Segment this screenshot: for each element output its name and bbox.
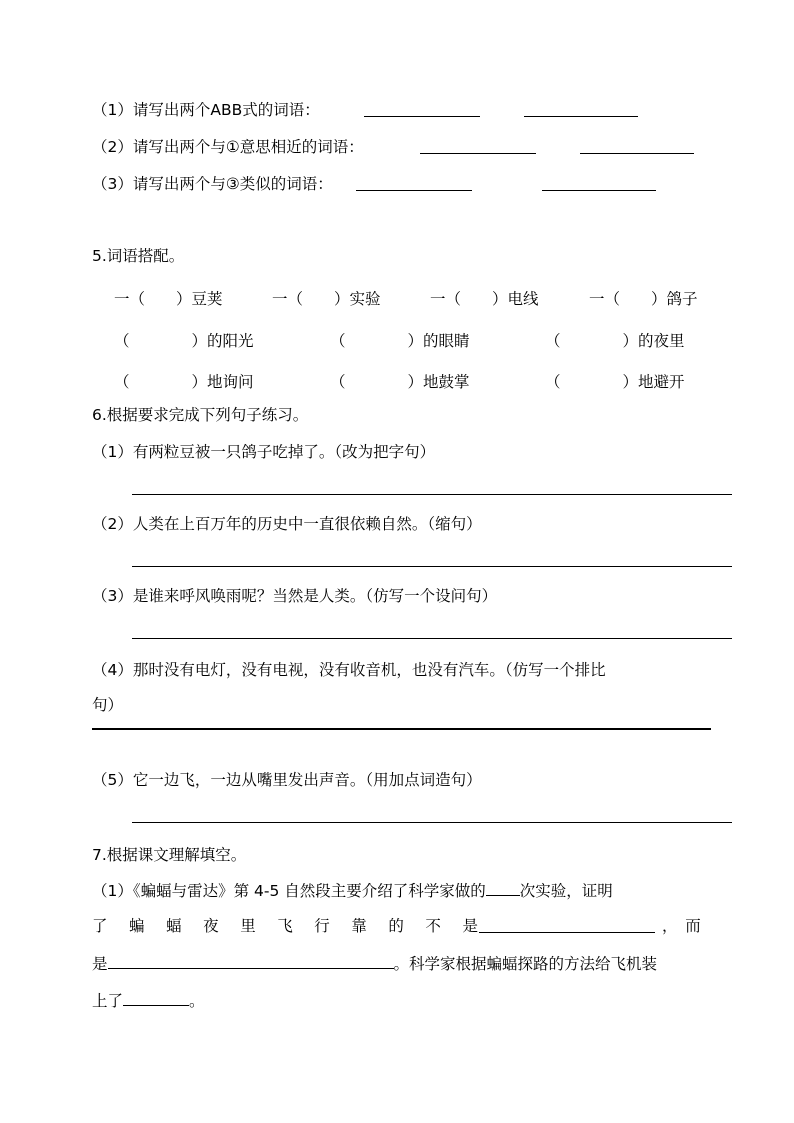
- q6-item-2: （2）人类在上百万年的历史中一直很依赖自然。（缩句）: [92, 515, 482, 533]
- q7-char: 了: [92, 917, 108, 935]
- q5-pair-2-3: （ ）的夜里: [545, 332, 685, 350]
- q6-title: 6.根据要求完成下列句子练习。: [92, 406, 309, 424]
- q4-item-2-blank-1[interactable]: [420, 153, 536, 154]
- q5-pair-1-2: 一（ ）实验: [272, 290, 381, 308]
- q6-item-4-answer-line[interactable]: [92, 728, 711, 730]
- q7-count-blank[interactable]: [486, 880, 520, 896]
- q7-device-blank[interactable]: [123, 990, 189, 1006]
- q4-item-2: [92, 137, 364, 157]
- q4-item-1-text: （1）请写出两个ABB式的词语：: [92, 101, 320, 119]
- q7-char: 是: [462, 917, 478, 935]
- q7-char: 靠: [351, 917, 367, 935]
- q7-title: 7.根据课文理解填空。: [92, 846, 247, 864]
- q7-line-3-text-a: 是: [92, 955, 108, 973]
- q7-char: 行: [314, 917, 330, 935]
- q7-char: 蝠: [166, 917, 182, 935]
- q4-item-1: [92, 100, 320, 120]
- q7-reason-not-blank[interactable]: [479, 932, 655, 933]
- q5-pair-3-2: （ ）地鼓掌: [330, 373, 470, 391]
- q7-line-3-text-b: 。科学家根据蝙蝠探路的方法给飞机装: [393, 955, 658, 973]
- q5-pair-3-3: （ ）地避开: [545, 373, 685, 391]
- q7-line-3: [92, 953, 657, 974]
- q7-line-1: [92, 880, 613, 901]
- q7-line-2: [92, 916, 478, 936]
- q7-char: 里: [240, 917, 256, 935]
- q6-item-5-answer-line[interactable]: [132, 822, 732, 823]
- q4-item-2-blank-2[interactable]: [580, 153, 694, 154]
- q7-line-1-text-b: 次实验，证明: [519, 882, 613, 900]
- q4-item-2-text: （2）请写出两个与①意思相近的词语：: [92, 138, 364, 156]
- q5-pair-1-3: 一（ ）电线: [430, 290, 539, 308]
- q4-item-3-text: （3）请写出两个与③类似的词语：: [92, 175, 333, 193]
- q4-item-3-blank-2[interactable]: [542, 190, 656, 191]
- q6-item-4-cont: 句）: [92, 696, 124, 714]
- q4-item-1-blank-2[interactable]: [524, 116, 638, 117]
- q7-char: 不: [425, 917, 441, 935]
- q7-line-4: [92, 990, 205, 1011]
- q4-item-1-blank-1[interactable]: [364, 116, 480, 117]
- q4-item-3-blank-1[interactable]: [356, 190, 472, 191]
- q7-line-4-text-b: 。: [189, 992, 205, 1010]
- q5-pair-2-1: （ ）的阳光: [114, 332, 254, 350]
- q6-item-2-answer-line[interactable]: [132, 566, 732, 567]
- q7-line-2-end: ， 而: [662, 917, 701, 935]
- q5-pair-1-1: 一（ ）豆荚: [114, 290, 223, 308]
- q6-item-4: （4）那时没有电灯，没有电视，没有收音机，也没有汽车。（仿写一个排比: [92, 661, 606, 679]
- q5-pair-2-2: （ ）的眼睛: [330, 332, 470, 350]
- q7-char: 夜: [203, 917, 219, 935]
- q6-item-1-answer-line[interactable]: [132, 494, 732, 495]
- q7-char: 飞: [277, 917, 293, 935]
- q7-char: 蝙: [129, 917, 145, 935]
- q5-title: 5.词语搭配。: [92, 247, 185, 265]
- q7-line-4-text-a: 上了: [92, 992, 124, 1010]
- q6-item-3: （3）是谁来呼风唤雨呢？当然是人类。（仿写一个设问句）: [92, 587, 498, 605]
- q5-pair-1-4: 一（ ）鸽子: [589, 290, 698, 308]
- q7-reason-is-blank[interactable]: [108, 953, 394, 969]
- q4-item-3: [92, 174, 333, 194]
- q6-item-3-answer-line[interactable]: [132, 638, 732, 639]
- q6-item-1: （1）有两粒豆被一只鸽子吃掉了。（改为把字句）: [92, 443, 436, 461]
- q6-item-5: （5）它一边飞，一边从嘴里发出声音。（用加点词造句）: [92, 771, 482, 789]
- q7-char: 的: [388, 917, 404, 935]
- q5-pair-3-1: （ ）地询问: [114, 373, 254, 391]
- q7-line-1-text-a: （1）《蝙蝠与雷达》第 4-5 自然段主要介绍了科学家做的: [92, 882, 486, 900]
